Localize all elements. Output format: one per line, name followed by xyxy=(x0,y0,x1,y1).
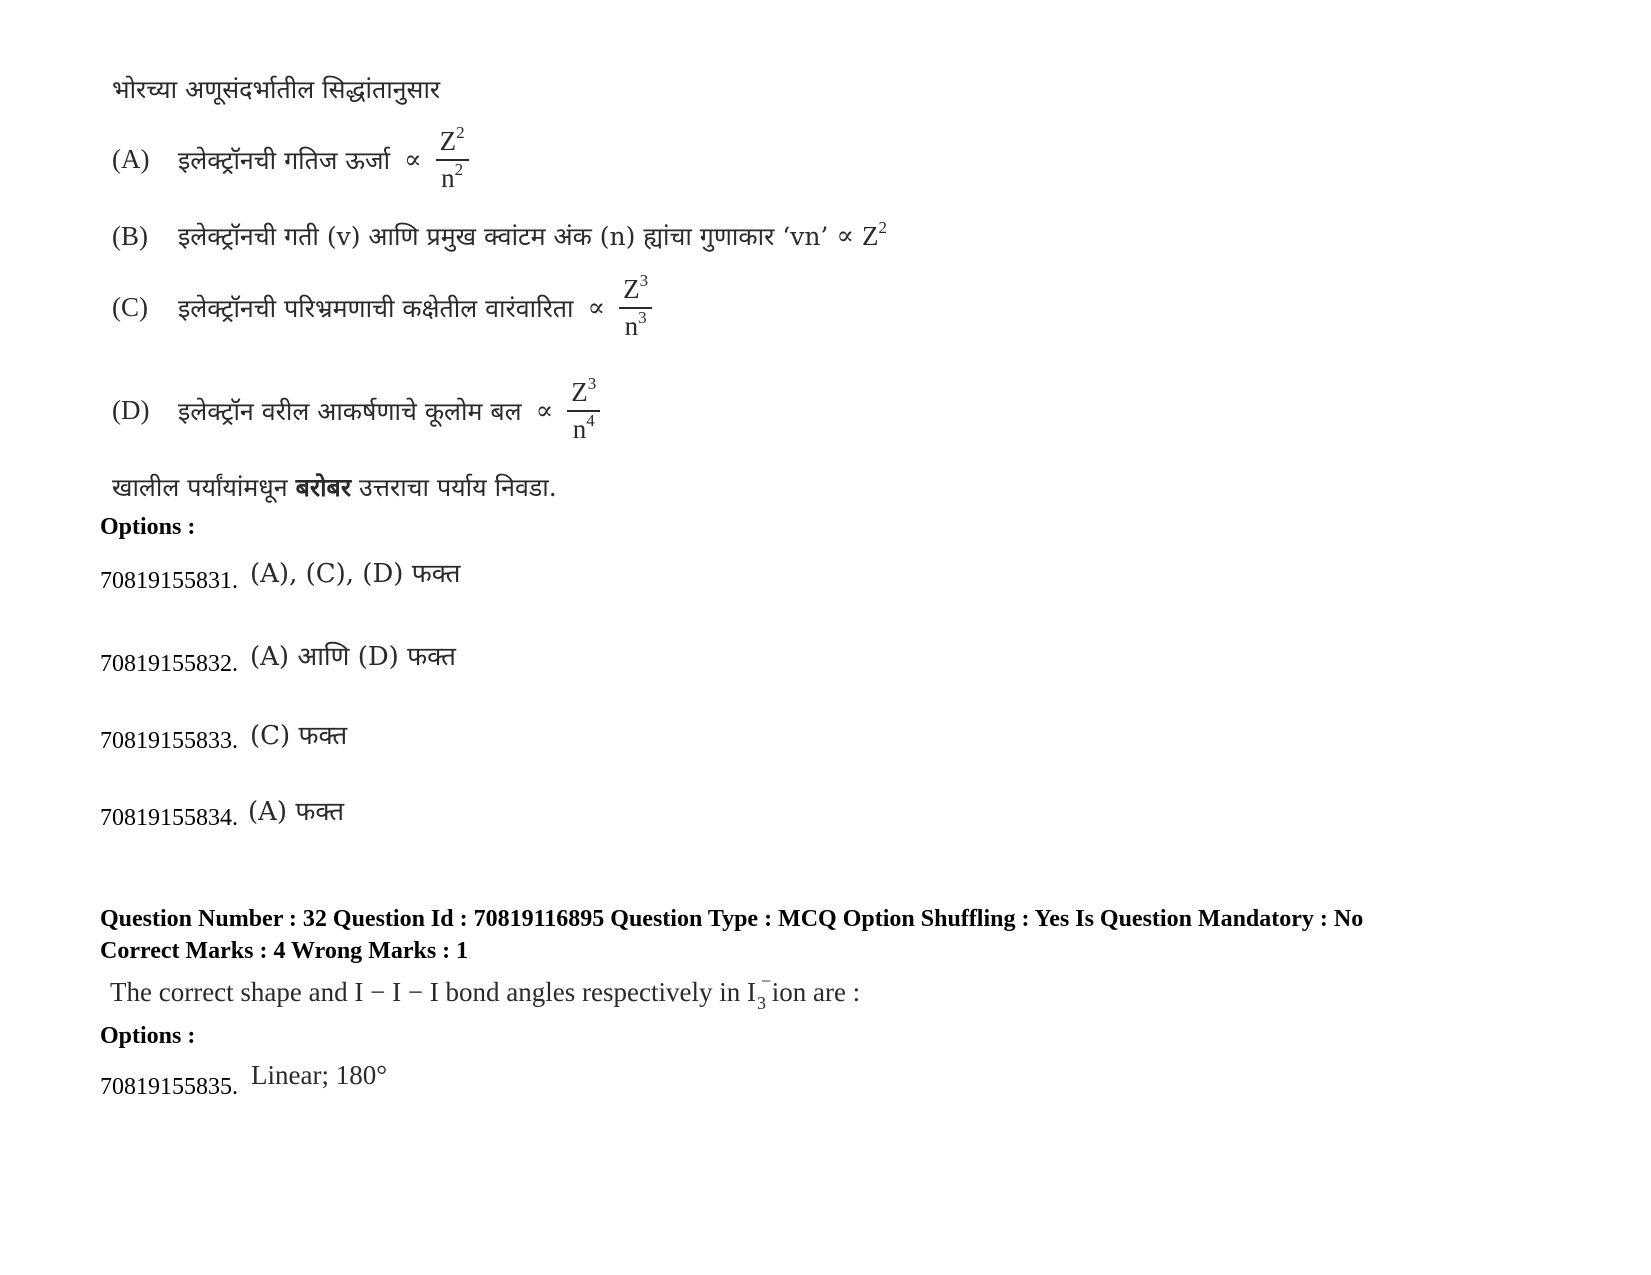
proportional-symbol: ∝ xyxy=(587,292,606,323)
statement-text: इलेक्ट्रॉनची परिभ्रमणाची कक्षेतील वारंवारिता xyxy=(178,293,574,323)
options-label: Options : xyxy=(100,514,196,540)
question-header: Question Number : 32 Question Id : 70819116895 Question Type : MCQ Option Shuffling : Yes Is Question Mandatory : No xyxy=(100,906,1364,932)
option-id: 70819155833. xyxy=(100,728,238,754)
option-text: (A) आणि (D) फक्त xyxy=(250,642,456,672)
ion-symbol: $I_3$ − xyxy=(746,971,772,1013)
option-id: 70819155831. xyxy=(100,568,238,594)
marks-line: Correct Marks : 4 Wrong Marks : 1 xyxy=(100,938,469,964)
option-text: Linear; 180° xyxy=(251,1060,388,1090)
options-label: Options : xyxy=(100,1023,196,1049)
fraction: $\frac{Z^3}{n^3}$ xyxy=(619,274,652,341)
statement-label: (B) xyxy=(112,220,148,251)
question-text: The correct shape and I − I − I bond angles respectively in $I_3$ − ion are : xyxy=(110,971,861,1013)
option-text: (A), (C), (D) फक्त xyxy=(250,559,461,589)
statement-text: इलेक्ट्रॉनची गतिज ऊर्जा xyxy=(178,145,391,175)
statement-text: इलेक्ट्रॉन वरील आकर्षणाचे कूलोम बल xyxy=(178,396,522,426)
statement-a xyxy=(112,123,469,193)
fraction: $\frac{Z^2}{n^2}$ xyxy=(436,126,469,193)
fraction: $\frac{Z^3}{n^4}$ xyxy=(567,377,600,444)
statement-label: (C) xyxy=(112,292,148,323)
option-id: 70819155832. xyxy=(100,651,238,677)
question-intro: भोरच्या अणूसंदर्भातील सिद्धांतानुसार xyxy=(112,75,441,104)
proportional-symbol: ∝ xyxy=(836,221,854,251)
option-id: 70819155835. xyxy=(100,1074,238,1100)
statement-d xyxy=(112,374,600,444)
proportional-symbol: ∝ xyxy=(404,144,422,175)
option-text: (A) फक्त xyxy=(248,797,345,827)
statement-label: (D) xyxy=(112,395,150,426)
statement-text: इलेक्ट्रॉनची गती (v) आणि प्रमुख क्वांटम अंक (n) ह्यांचा गुणाकार ‘vn’ xyxy=(178,222,829,251)
statement-label: (A) xyxy=(112,144,150,175)
question-instruction: खालील पर्यांयांमधून बरोबर उत्तराचा पर्याय निवडा. xyxy=(112,473,557,502)
statement-b xyxy=(112,219,887,253)
option-text: (C) फक्त xyxy=(250,721,348,751)
expression: $Z^2$ xyxy=(862,218,887,251)
statement-c xyxy=(112,271,652,341)
proportional-symbol: ∝ xyxy=(535,395,554,426)
option-id: 70819155834. xyxy=(100,805,238,831)
